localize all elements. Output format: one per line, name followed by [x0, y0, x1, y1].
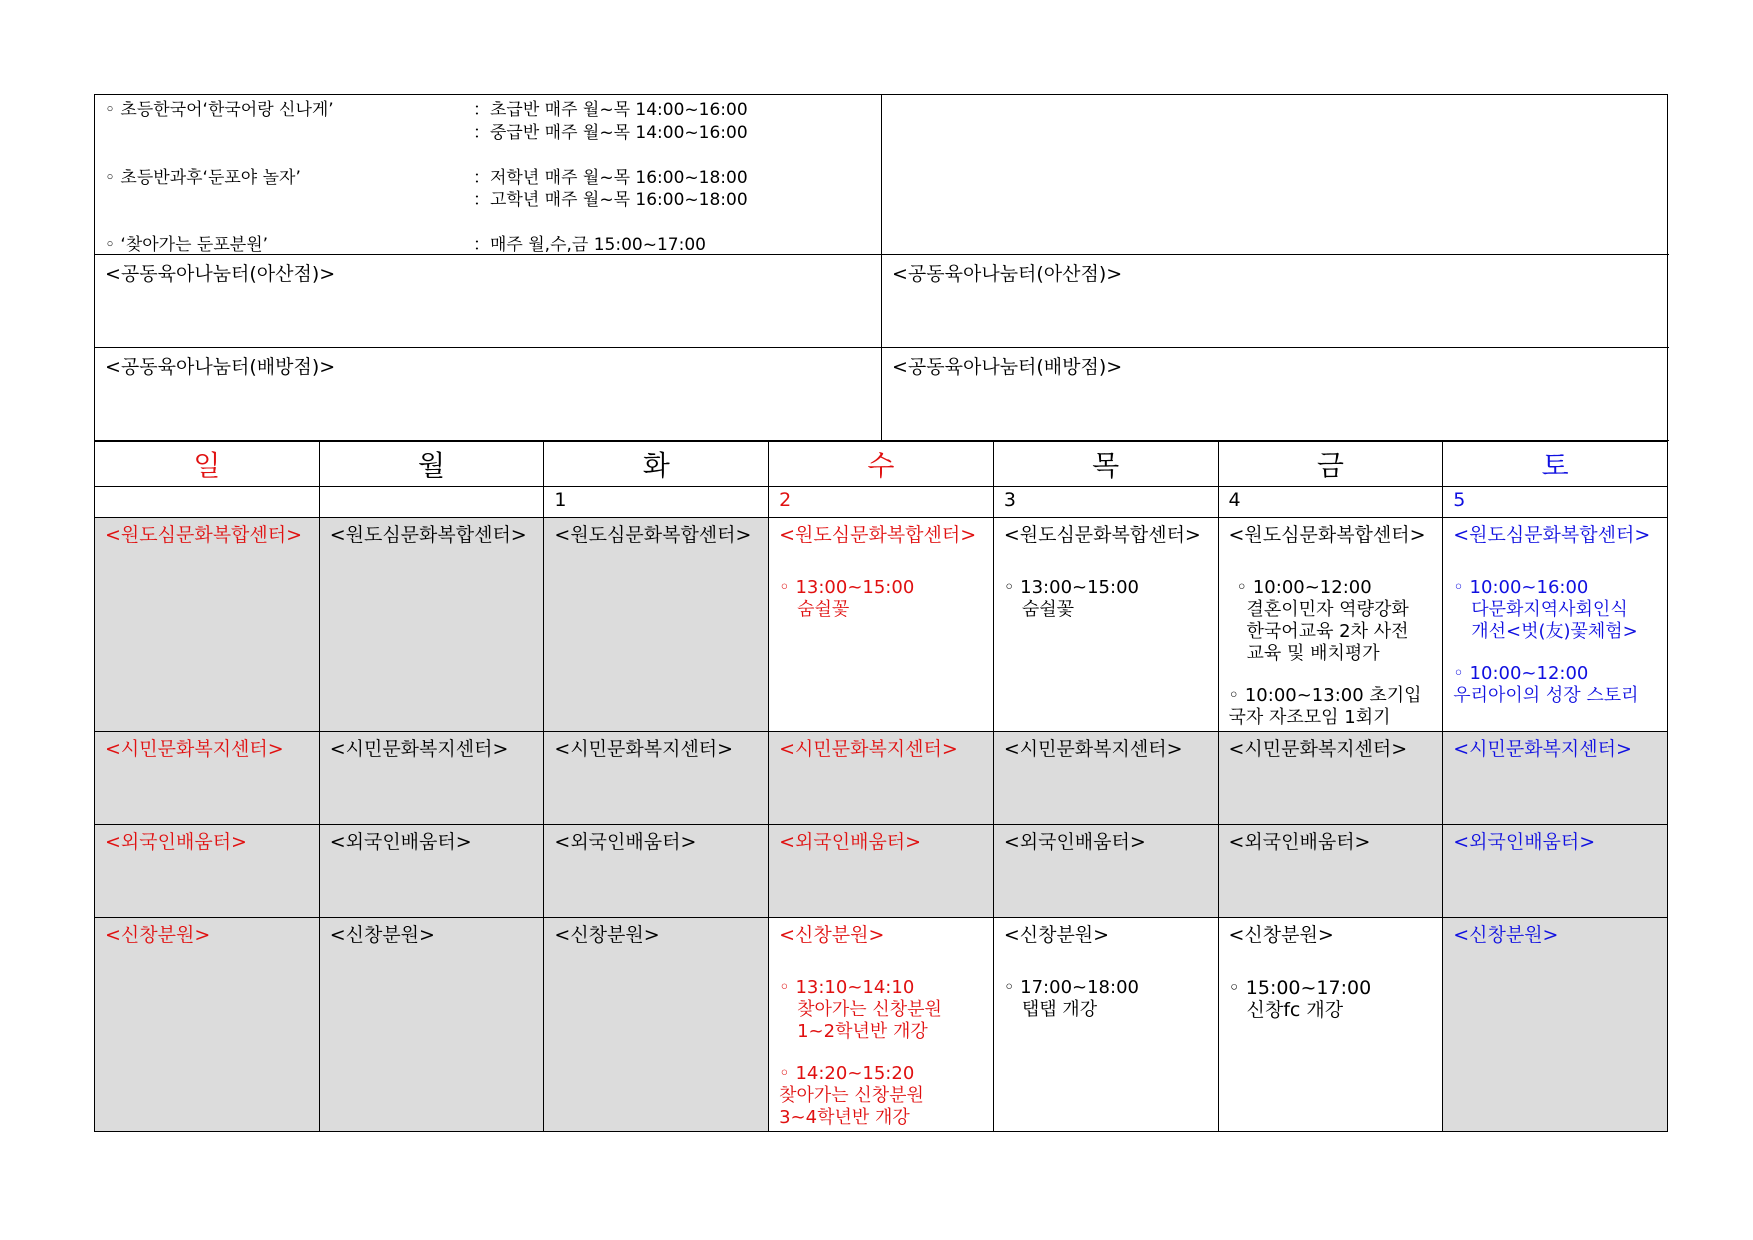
- day-friday: 금: [1218, 442, 1443, 487]
- program-name: ◦ 초등한국어‘한국어랑 신나게’: [105, 100, 334, 120]
- center-label: <신창분원>: [105, 924, 211, 946]
- calendar-table: [94, 441, 1668, 1132]
- program-list-empty: [882, 95, 1669, 255]
- center-label: <원도심문화복합센터>: [329, 524, 527, 546]
- calendar-cell: [1443, 918, 1668, 1132]
- date-row: [95, 487, 1668, 518]
- event-desc: 찾아가는 신창분원: [797, 999, 942, 1020]
- program-time: ：저학년 매주 월~목 16:00~18:00: [473, 167, 748, 188]
- calendar-cell: <외국인배움터>: [769, 825, 994, 918]
- event: [1453, 663, 1657, 707]
- program-time: ：고학년 매주 월~목 16:00~18:00: [473, 190, 748, 210]
- info-section: [94, 94, 1668, 441]
- event-time: ◦ 10:00~12:00: [1236, 577, 1372, 598]
- center-label: <신창분원>: [1453, 924, 1559, 946]
- calendar-cell: [544, 518, 769, 732]
- event-time: ◦ 13:00~15:00: [779, 577, 915, 598]
- program-name: [105, 189, 473, 212]
- calendar-cell: <시민문화복지센터>: [993, 732, 1218, 825]
- calendar-cell: <외국인배움터>: [1218, 825, 1443, 918]
- center-label: <원도심문화복합센터>: [554, 524, 752, 546]
- event-desc: 한국어교육 2차 사전: [1246, 621, 1409, 642]
- event-time: ◦ 15:00~17:00: [1228, 977, 1372, 999]
- calendar-cell: <시민문화복지센터>: [1218, 732, 1443, 825]
- calendar-cell: <외국인배움터>: [993, 825, 1218, 918]
- day-thursday: 목: [993, 442, 1218, 487]
- section-foreign: [95, 825, 1668, 918]
- event-time: ◦ 13:10~14:10: [779, 977, 915, 998]
- event: [1004, 577, 1208, 621]
- center-label: <원도심문화복합센터>: [1228, 524, 1426, 546]
- event-desc: 찾아가는 신창분원: [779, 1085, 924, 1106]
- program-time: ：중급반 매주 월~목 14:00~16:00: [473, 122, 748, 143]
- program-row: [105, 167, 871, 190]
- calendar-cell: [95, 518, 320, 732]
- calendar-cell: <시민문화복지센터>: [769, 732, 994, 825]
- event: [1229, 685, 1433, 729]
- day-monday: 월: [319, 442, 544, 487]
- event-desc: 숨쉴꽃: [1021, 599, 1074, 620]
- weekday-header: [95, 442, 1668, 487]
- date-cell: [319, 487, 544, 518]
- center-label: <신창분원>: [554, 924, 660, 946]
- calendar-cell: [769, 918, 994, 1132]
- program-row: [105, 189, 871, 212]
- event-desc: 교육 및 배치평가: [1246, 643, 1380, 664]
- program-list: [95, 95, 882, 255]
- event-time: ◦ 13:00~15:00: [1003, 577, 1139, 598]
- event: [1229, 977, 1433, 1021]
- event: [779, 977, 983, 1043]
- calendar-cell: [1218, 518, 1443, 732]
- date-cell: 5: [1443, 487, 1668, 518]
- calendar-cell: <외국인배움터>: [1443, 825, 1668, 918]
- program-row: [105, 234, 871, 257]
- day-tuesday: 화: [544, 442, 769, 487]
- event-desc: 개선<벗(友)꽃체험>: [1471, 621, 1638, 642]
- program-time: ：초급반 매주 월~목 14:00~16:00: [473, 100, 748, 120]
- nanum-baebang-right: <공동육아나눔터(배방점)>: [882, 348, 1669, 441]
- event-desc: 1~2학년반 개강: [797, 1021, 928, 1042]
- center-label: <원도심문화복합센터>: [1453, 524, 1651, 546]
- day-saturday: 토: [1443, 442, 1668, 487]
- nanum-baebang-left: <공동육아나눔터(배방점)>: [95, 348, 882, 441]
- calendar-cell: [95, 918, 320, 1132]
- event-desc: 숨쉴꽃: [797, 599, 850, 620]
- program-row: [105, 99, 871, 122]
- program-name: [105, 122, 473, 145]
- calendar-cell: <외국인배움터>: [95, 825, 320, 918]
- date-cell: 3: [993, 487, 1218, 518]
- center-label: <원도심문화복합센터>: [1003, 524, 1201, 546]
- calendar-cell: [1443, 518, 1668, 732]
- event-desc: 3~4학년반 개강: [779, 1107, 910, 1128]
- date-cell: 4: [1218, 487, 1443, 518]
- event: [779, 577, 983, 621]
- event-desc: 신창fc 개강: [1246, 999, 1344, 1021]
- calendar-cell: [993, 518, 1218, 732]
- event-time: ◦ 10:00~16:00: [1453, 577, 1589, 598]
- event-desc: 국자 자조모임 1회기: [1228, 707, 1391, 728]
- calendar-cell: <시민문화복지센터>: [1443, 732, 1668, 825]
- program-time: ：매주 월,수,금 15:00~17:00: [473, 235, 706, 255]
- date-cell: 2: [769, 487, 994, 518]
- event: [1453, 577, 1657, 643]
- event: [779, 1063, 983, 1129]
- event: [1229, 577, 1433, 665]
- calendar-cell: <시민문화복지센터>: [319, 732, 544, 825]
- section-sinchang: [95, 918, 1668, 1132]
- event-time: ◦ 10:00~12:00: [1453, 663, 1589, 684]
- calendar-cell: <외국인배움터>: [544, 825, 769, 918]
- event-desc: 탭탭 개강: [1021, 999, 1098, 1020]
- calendar-cell: [769, 518, 994, 732]
- center-label: <신창분원>: [1003, 924, 1110, 946]
- day-wednesday: 수: [769, 442, 994, 487]
- date-cell: [95, 487, 320, 518]
- calendar-cell: [544, 918, 769, 1132]
- calendar-cell: [319, 918, 544, 1132]
- calendar-page: [94, 94, 1668, 1132]
- calendar-cell: [1218, 918, 1443, 1132]
- section-wondosim: [95, 518, 1668, 732]
- event-time: ◦ 14:20~15:20: [779, 1063, 915, 1084]
- event-desc: 결혼이민자 역량강화: [1246, 599, 1409, 620]
- event-desc: 우리아이의 성장 스토리: [1453, 685, 1639, 706]
- program-name: ◦ 초등반과후‘둔포야 놀자’: [105, 167, 301, 188]
- event: [1004, 977, 1208, 1021]
- day-sunday: 일: [95, 442, 320, 487]
- center-label: <신창분원>: [779, 924, 885, 946]
- event-desc: 다문화지역사회인식: [1471, 599, 1628, 620]
- calendar-cell: <시민문화복지센터>: [95, 732, 320, 825]
- calendar-cell: [319, 518, 544, 732]
- center-label: <원도심문화복합센터>: [779, 524, 977, 546]
- program-name: ◦ ‘찾아가는 둔포분원’: [105, 235, 269, 255]
- calendar-cell: <시민문화복지센터>: [544, 732, 769, 825]
- nanum-asan-left: <공동육아나눔터(아산점)>: [95, 255, 882, 348]
- section-simin: [95, 732, 1668, 825]
- program-row: [105, 122, 871, 145]
- center-label: <신창분원>: [329, 924, 435, 946]
- center-label: <원도심문화복합센터>: [105, 524, 303, 546]
- center-label: <신창분원>: [1228, 924, 1334, 946]
- calendar-cell: <외국인배움터>: [319, 825, 544, 918]
- calendar-cell: [993, 918, 1218, 1132]
- event-time: ◦ 17:00~18:00: [1003, 977, 1139, 998]
- date-cell: 1: [544, 487, 769, 518]
- event-time: ◦ 10:00~13:00 초기입: [1228, 685, 1422, 706]
- nanum-asan-right: <공동육아나눔터(아산점)>: [882, 255, 1669, 348]
